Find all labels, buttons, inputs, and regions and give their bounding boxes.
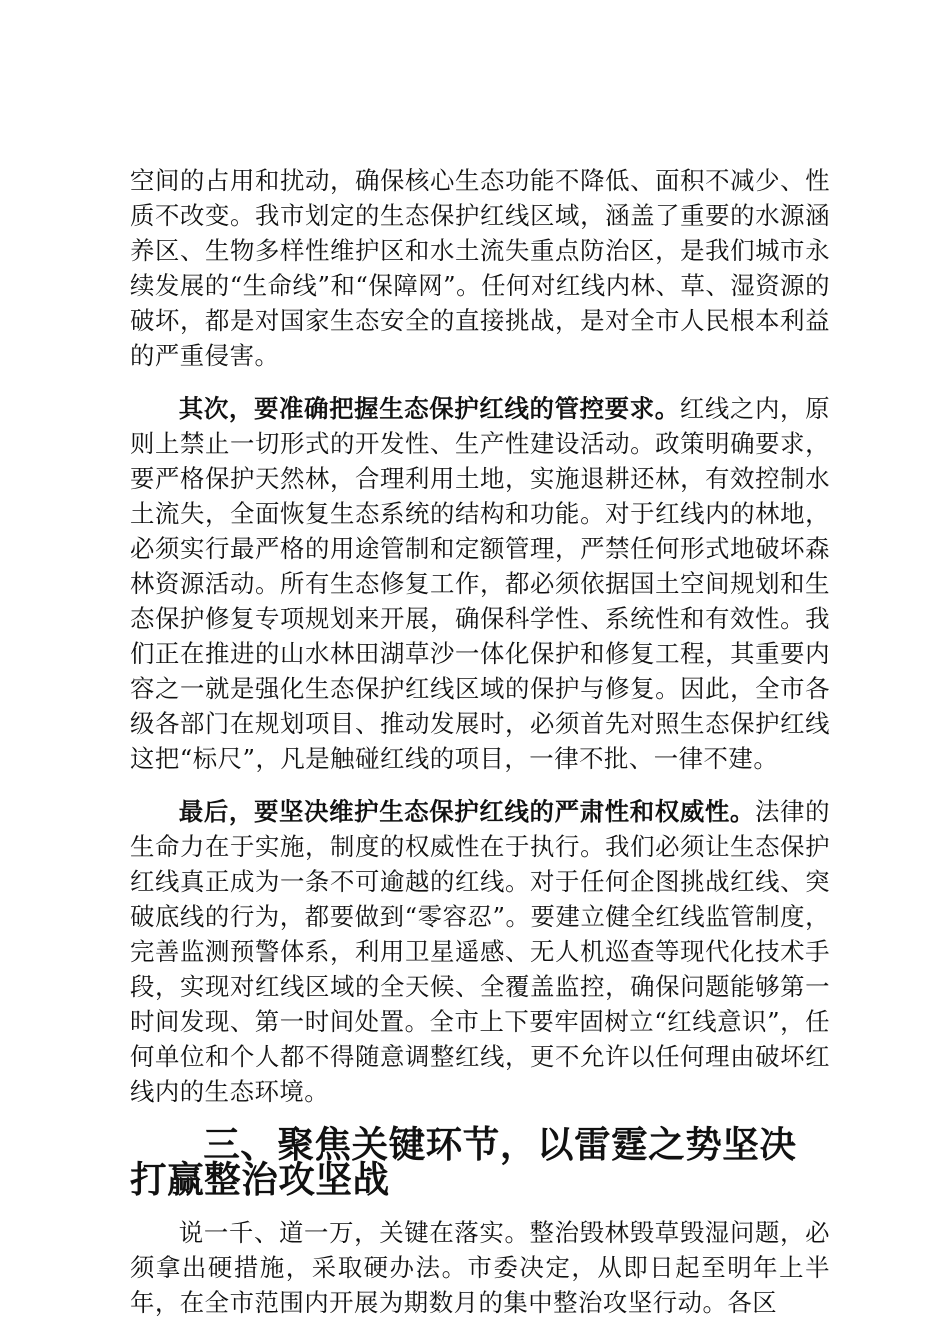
document-page bbox=[130, 163, 830, 1320]
paragraph-implementation: 说一千、道一万，关键在落实。整治毁林毁草毁湿问题，必须拿出硬措施，采取硬办法。市委决定，从即日起至明年上半年，在全市范围内开展为期数月的集中整治攻坚行动。各区 bbox=[130, 1218, 830, 1317]
paragraph-lead-heading: 其次，要准确把握生态保护红线的管控要求。 bbox=[178, 394, 680, 423]
paragraph-continuation: 空间的占用和扰动，确保核心生态功能不降低、面积不减少、性质不改变。我市划定的生态保护红线区域，涵盖了重要的水源涵养区、生物多样性维护区和水土流失重点防治区，是我们城市永续发展的“生命线”和“保障网”。任何对红线内林、草、湿资源的破坏，都是对国家生态安全的直接挑战，是对全市人民根本利益的严重侵害。 bbox=[130, 166, 830, 370]
paragraph-control-requirements bbox=[130, 391, 830, 776]
paragraph-body: 红线之内，原则上禁止一切形式的开发性、生产性建设活动。政策明确要求，要严格保护天然林，合理利用土地，实施退耕还林，有效控制水土流失，全面恢复生态系统的结构和功能。对于红线内的林地，必须实行最严格的用途管制和定额管理，严禁任何形式地破坏森林资源活动。所有生态修复工作，都必须依据国土空间规划和生态保护修复专项规划来开展，确保科学性、系统性和有效性。我们正在推进的山水林田湖草沙一体化保护和修复工程，其重要内容之一就是强化生态保护红线区域的保护与修复。因此，全市各级各部门在规划项目、推动发展时，必须首先对照生态保护红线这把“标尺”，凡是触碰红线的项目，一律不批、一律不建。 bbox=[130, 394, 830, 773]
paragraph-lead-heading: 最后，要坚决维护生态保护红线的严肃性和权威性。 bbox=[178, 797, 755, 826]
paragraph-authority bbox=[130, 794, 830, 1109]
paragraph-body: 法律的生命力在于实施，制度的权威性在于执行。我们必须让生态保护红线真正成为一条不可逾越的红线。对于任何企图挑战红线、突破底线的行为，都要做到“零容忍”。要建立健全红线监管制度，完善监测预警体系，利用卫星遥感、无人机巡查等现代化技术手段，实现对红线区域的全天候、全覆盖监控，确保问题能够第一时间发现、第一时间处置。全市上下要牢固树立“红线意识”，任何单位和个人都不得随意调整红线，更不允许以任何理由破坏红线内的生态环境。 bbox=[130, 797, 830, 1106]
section-heading: 三、聚焦关键环节，以雷霆之势坚决打赢整治攻坚战 bbox=[130, 1123, 797, 1201]
